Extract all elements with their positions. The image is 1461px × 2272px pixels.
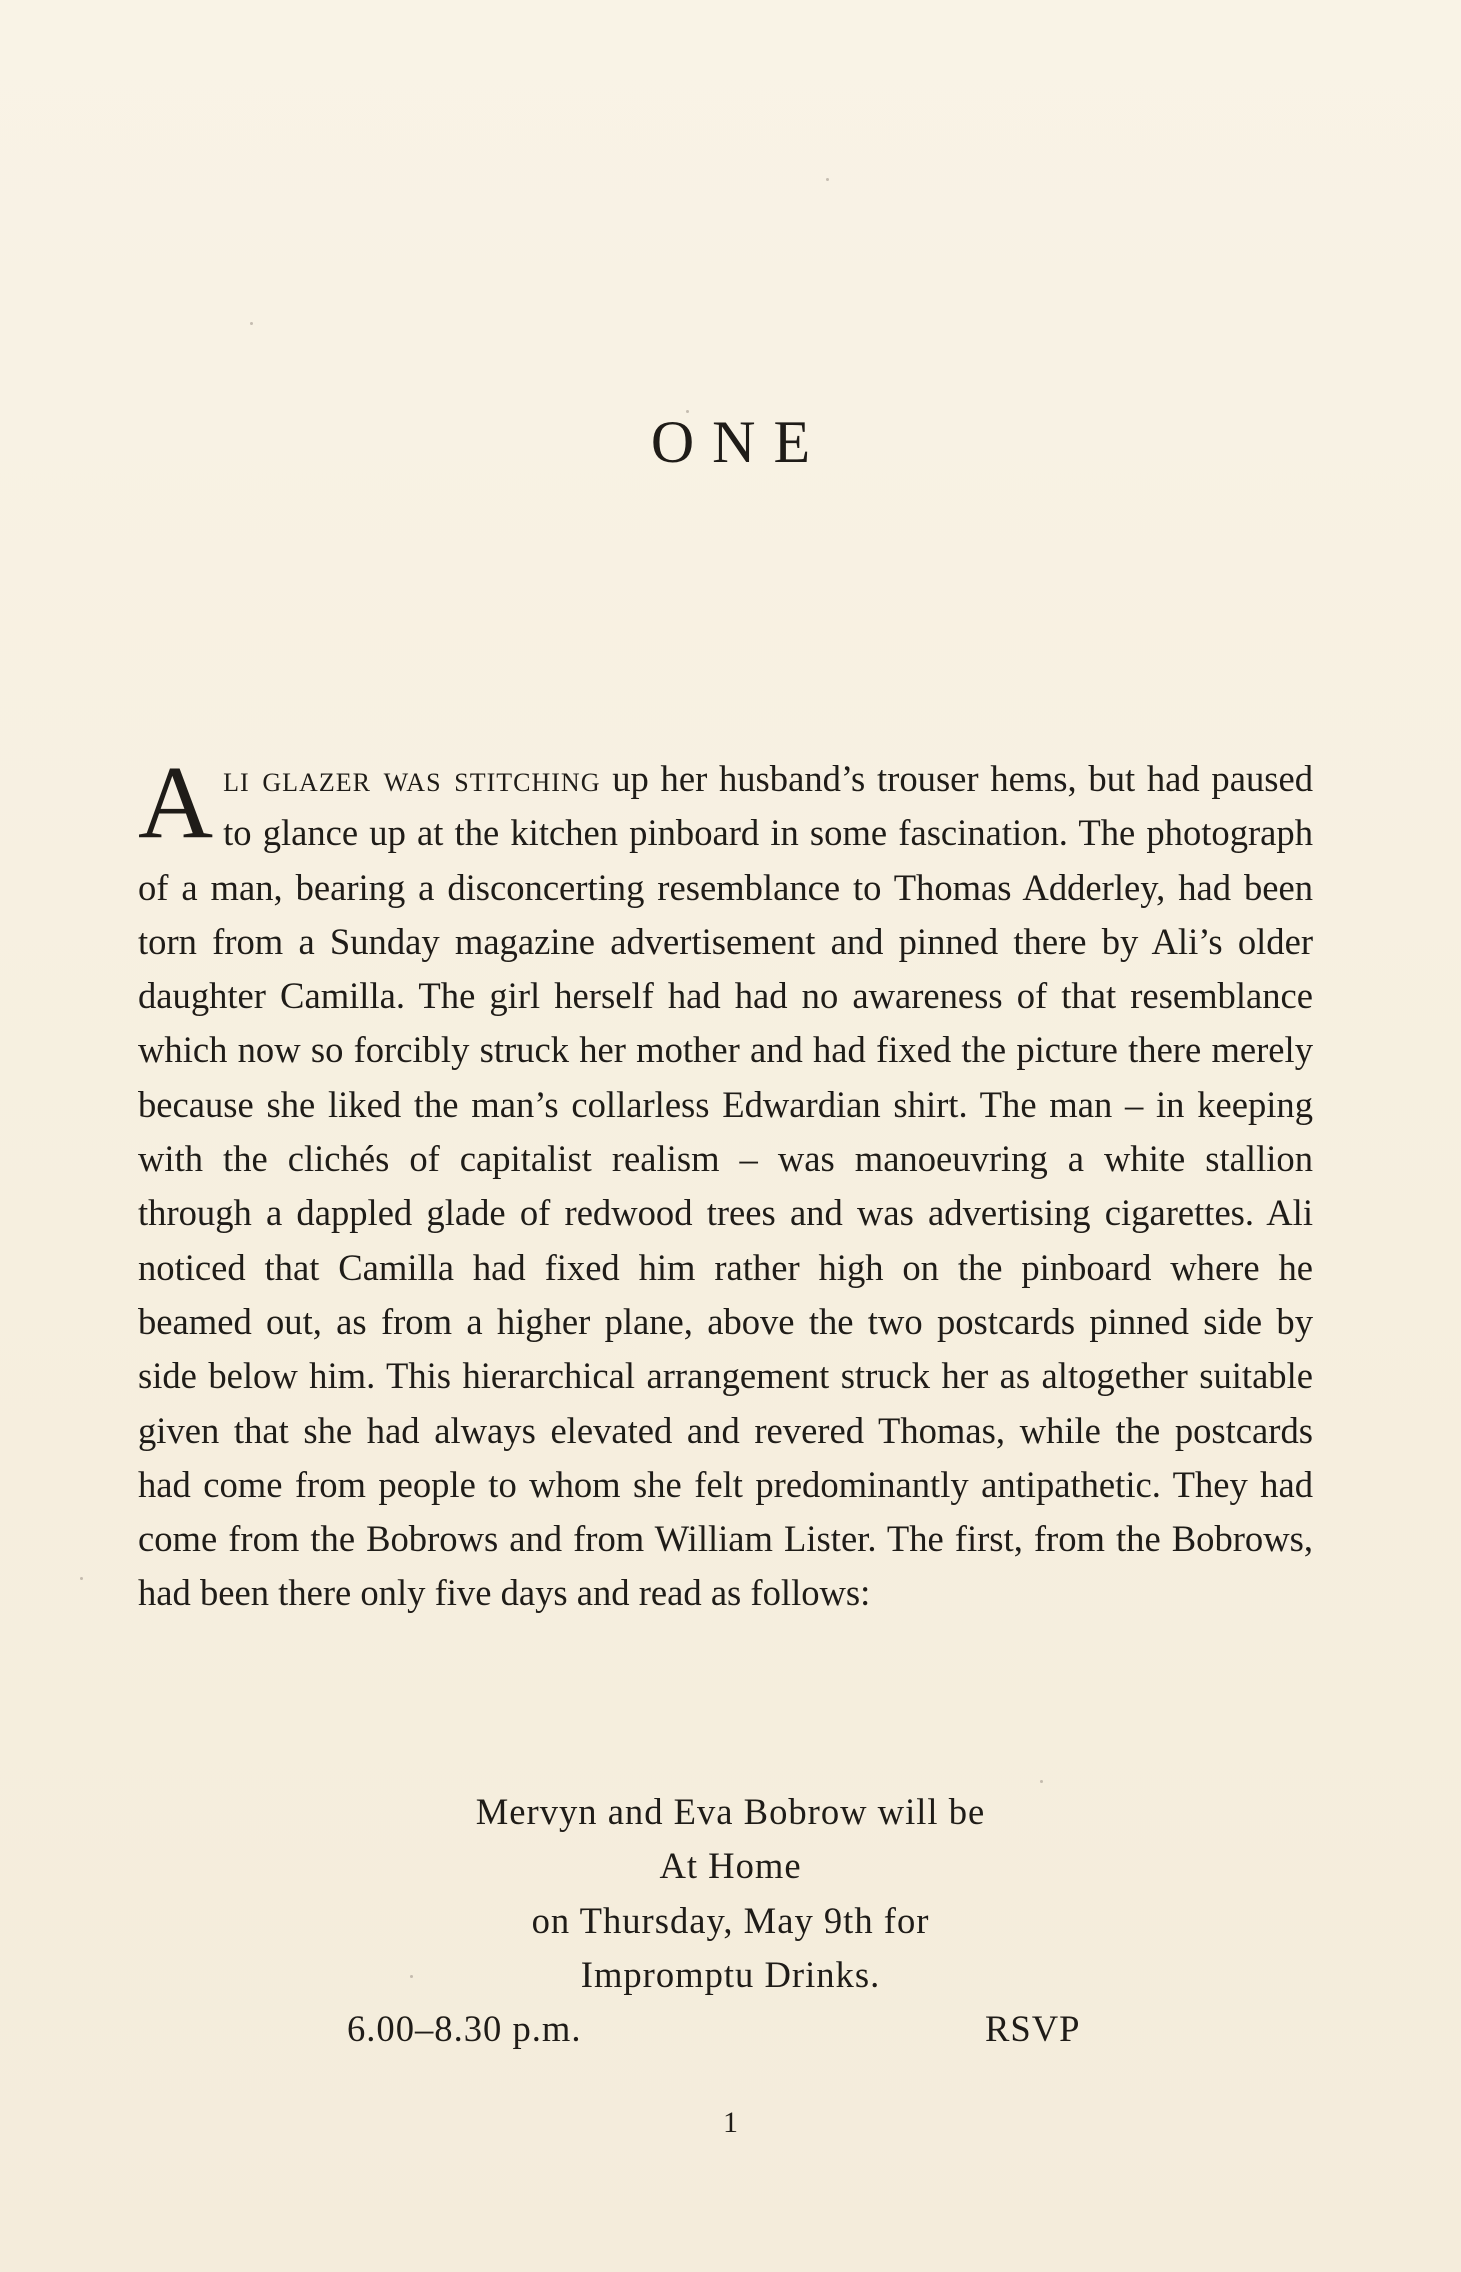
- invitation-event-line: Impromptu Drinks.: [580, 1953, 881, 1995]
- invitation-host-line: Mervyn and Eva Bobrow will be: [475, 1791, 986, 1832]
- invitation-rsvp: RSVP: [985, 2008, 1081, 2049]
- invitation-at-home-line: At Home: [659, 1845, 802, 1887]
- small-caps-lead-in: li glazer was stitching: [223, 758, 601, 799]
- invitation-time: 6.00–8.30 p.m.: [347, 2008, 582, 2049]
- page-number: 1: [723, 2106, 738, 2139]
- paper-speck: [826, 178, 829, 181]
- invitation-date-line: on Thursday, May 9th for: [531, 1899, 930, 1941]
- opening-paragraph: [138, 745, 1313, 1621]
- invitation-card-text: [0, 1785, 1461, 2049]
- paper-speck: [1040, 1780, 1043, 1783]
- paragraph-text: up her husband’s trouser hems, but had paused to glance up at the kitchen pinboard in some fascination. The photograph of a man, bearing a disconcerting resemblance to Thomas Adderley, had been torn from a Sunday magazine advertisement and pinned there by Ali’s older daughter Camilla. The girl herself had had no awareness of that resemblance which now so forcibly struck her mother and had fixed the picture there merely because she liked the man’s collarless Edwardian shirt. The man – in keeping with the clichés of capitalist realism – was manoeuvring a white stallion through a dappled glade of redwood trees and was advertising cigarettes. Ali noticed that Camilla had fixed him rather high on the pinboard where he beamed out, as from a higher plane, above the two postcards pinned side by side below him. This hierarchical arrangement struck her as altogether suitable given that she had always elevated and revered Thomas, while the postcards had come from people to whom she felt predominantly antipathetic. They had come from the Bobrows and from William Lister. The first, from the Bobrows, had been there only five days and read as follows:: [138, 758, 1313, 1614]
- paper-speck: [250, 322, 253, 325]
- chapter-title: ONE: [650, 409, 829, 475]
- paper-speck: [80, 1577, 83, 1580]
- drop-cap: A: [138, 745, 214, 860]
